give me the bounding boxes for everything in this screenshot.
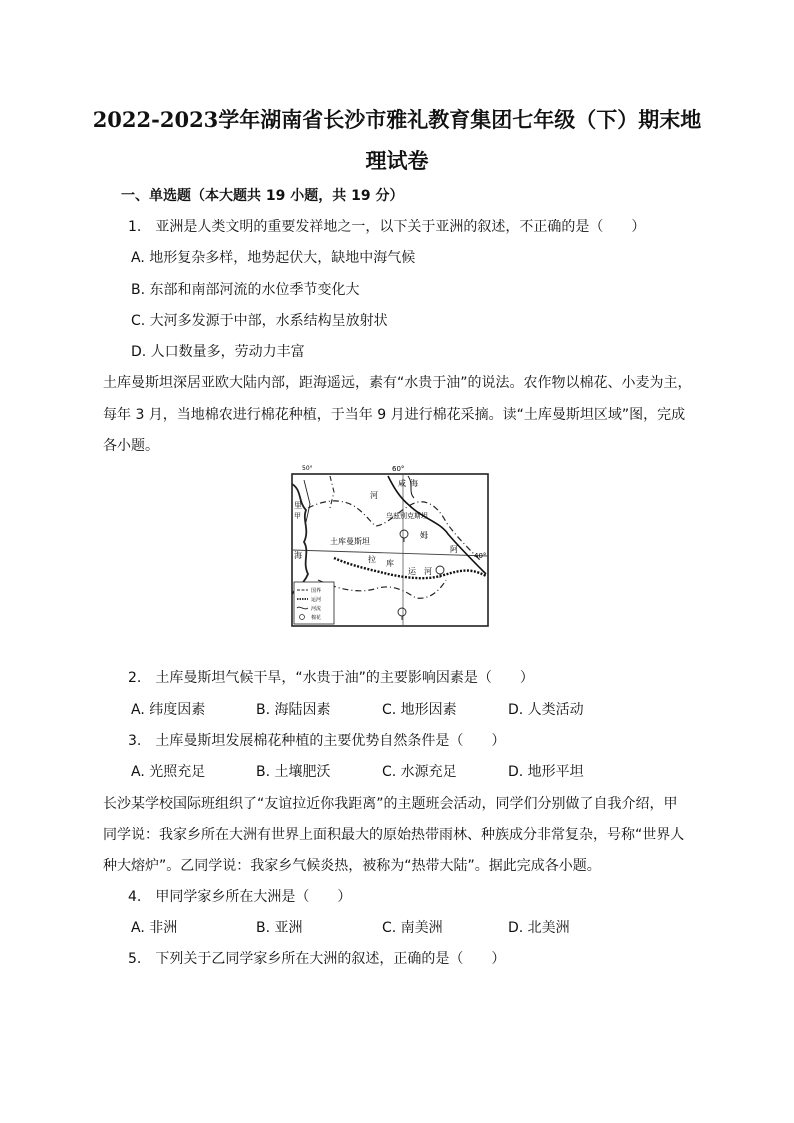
question-3-stem: 3. 土库曼斯坦发展棉花种植的主要优势自然条件是（ ） <box>128 733 506 749</box>
map-legend <box>294 582 334 624</box>
exam-title-line2: 理试卷 <box>365 148 429 173</box>
question-2-option-b: B. 海陆因素 <box>256 702 331 718</box>
turkmenistan-region-map <box>290 462 490 628</box>
label-hai: 海 <box>410 479 418 488</box>
label-a: 阿 <box>450 545 458 554</box>
section-heading: 一、单选题（本大题共 19 小题，共 19 分） <box>121 188 404 204</box>
question-4-option-b: B. 亚洲 <box>256 920 303 936</box>
question-1-stem: 1. 亚洲是人类文明的重要发祥地之一，以下关于亚洲的叙述，不正确的是（ ） <box>128 219 646 235</box>
label-he: 河 <box>370 491 378 500</box>
legend-canal: 运河 <box>311 597 322 603</box>
label-turkmenistan: 土库曼斯坦 <box>330 537 370 546</box>
passage-1-line-2: 每年 3 月，当地棉农进行棉花种植，于当年 9 月进行棉花采摘。读“土库曼斯坦区域”图，完成 <box>103 407 686 423</box>
passage-2-line-2: 同学说：我家乡所在大洲有世界上面积最大的原始热带雨林、种族成分非常复杂，号称“世界人 <box>103 827 685 843</box>
label-hai2: 海 <box>294 551 302 560</box>
passage-2-line-1: 长沙某学校国际班组织了“友谊拉近你我距离”的主题班会活动，同学们分别做了自我介绍，甲 <box>103 796 678 812</box>
label-uzbekistan: 乌兹别克斯坦 <box>386 512 428 520</box>
question-2-stem: 2. 土库曼斯坦气候干旱，“水贵于油”的主要影响因素是（ ） <box>128 670 534 686</box>
label-la: 拉 <box>368 555 376 564</box>
question-4-stem: 4. 甲同学家乡所在大洲是（ ） <box>128 889 352 905</box>
question-5-stem: 5. 下列关于乙同学家乡所在大洲的叙述，正确的是（ ） <box>128 951 506 967</box>
label-lon-60: 60° <box>392 465 405 473</box>
question-2-option-a: A. 纬度因素 <box>131 702 206 718</box>
label-he2: 河 <box>424 567 432 576</box>
legend-river: 河流 <box>311 606 322 612</box>
question-4-option-c: C. 南美洲 <box>382 920 443 936</box>
label-ku: 库 <box>386 559 394 568</box>
label-lat-40: 40° <box>474 552 487 560</box>
label-cheng: 咸 <box>398 479 406 488</box>
label-jia: 甲 <box>294 512 301 520</box>
passage-1-line-1: 土库曼斯坦深居亚欧大陆内部，距海遥远，素有“水贵于油”的说法。农作物以棉花、小麦为主， <box>103 375 692 391</box>
legend-cotton: 棉花 <box>311 615 322 621</box>
question-2-option-c: C. 地形因素 <box>382 702 457 718</box>
question-1-option-d: D. 人口数量多，劳动力丰富 <box>131 344 305 360</box>
question-4-option-d: D. 北美洲 <box>508 920 570 936</box>
label-lon-50: 50° <box>302 465 313 472</box>
exam-title-line1: 2022-2023学年湖南省长沙市雅礼教育集团七年级（下）期末地 <box>92 107 702 132</box>
question-1-option-a: A. 地形复杂多样，地势起伏大，缺地中海气候 <box>131 250 416 266</box>
label-yun: 运 <box>408 567 416 576</box>
question-3-option-b: B. 土壤肥沃 <box>256 764 331 780</box>
question-4-option-a: A. 非洲 <box>131 920 178 936</box>
label-mu: 姆 <box>420 531 428 540</box>
question-1-option-b: B. 东部和南部河流的水位季节变化大 <box>131 282 360 298</box>
legend-border: 国界 <box>311 588 322 594</box>
passage-1-line-3: 各小题。 <box>103 438 159 454</box>
question-2-option-d: D. 人类活动 <box>508 702 584 718</box>
question-1-option-c: C. 大河多发源于中部，水系结构呈放射状 <box>131 313 388 329</box>
label-li: 里 <box>294 501 302 510</box>
question-3-option-c: C. 水源充足 <box>382 764 457 780</box>
question-3-option-d: D. 地形平坦 <box>508 764 584 780</box>
question-3-option-a: A. 光照充足 <box>131 764 206 780</box>
passage-2-line-3: 种大熔炉”。乙同学说：我家乡气候炎热，被称为“热带大陆”。据此完成各小题。 <box>103 858 601 874</box>
